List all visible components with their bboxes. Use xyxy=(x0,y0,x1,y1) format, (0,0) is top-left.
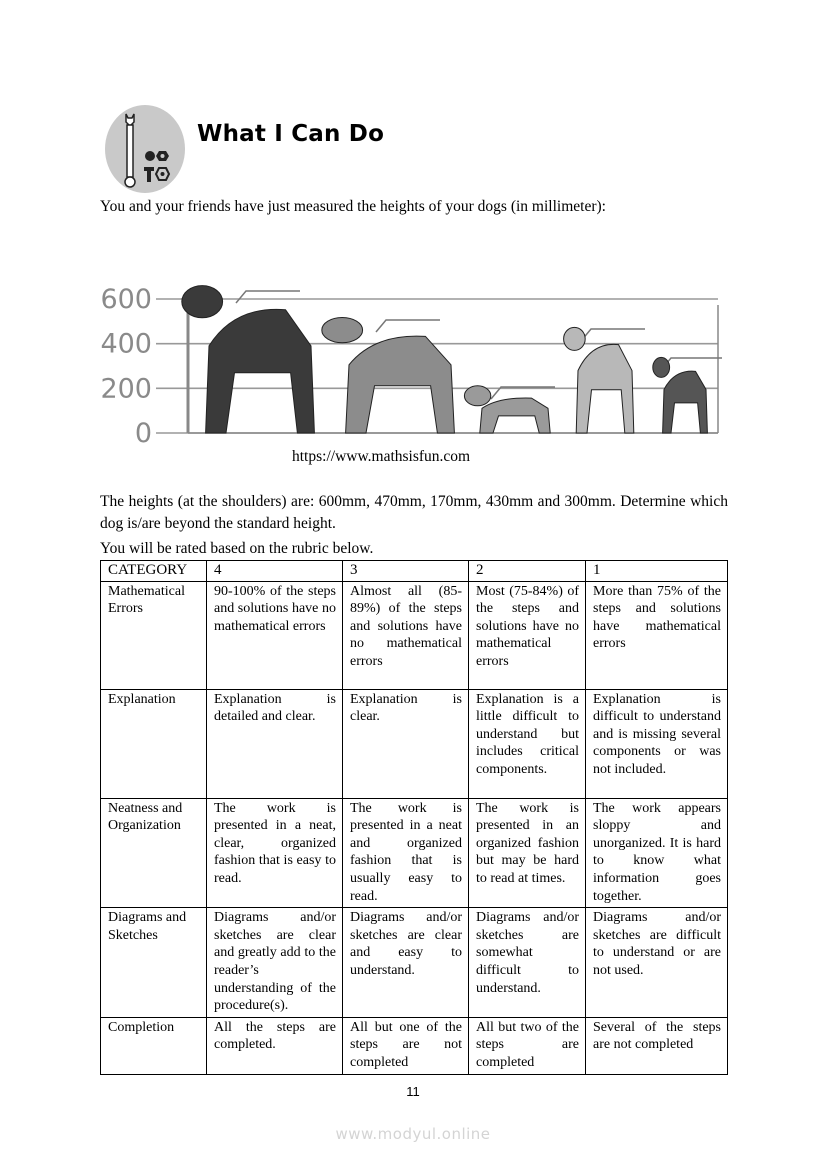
rubric-cell: Explanation is a little difficult to understand but includes critical components. xyxy=(469,689,586,798)
y-tick-label: 0 xyxy=(134,418,152,445)
rubric-table xyxy=(100,560,728,1075)
rubric-cell: 90-100% of the steps and solutions have no mathematical errors xyxy=(207,581,343,689)
table-row xyxy=(101,581,728,689)
y-tick-label: 200 xyxy=(100,373,152,405)
header-score-1: 1 xyxy=(586,561,728,582)
dog-5-head xyxy=(653,357,670,377)
rubric-cell: Explanation is detailed and clear. xyxy=(207,689,343,798)
table-row xyxy=(101,1017,728,1074)
dog-1-head xyxy=(182,286,223,318)
rubric-cell: Explanation is clear. xyxy=(343,689,469,798)
page-title: What I Can Do xyxy=(197,121,385,147)
dog-4-head xyxy=(564,327,586,350)
rubric-cell: Several of the steps are not completed xyxy=(586,1017,728,1074)
heights-text: The heights (at the shoulders) are: 600mm, 470mm, 170mm, 430mm and 300mm. Determine which dog is/are beyond the standard height. xyxy=(100,493,728,532)
rubric-cell: The work is presented in a neat and organized fashion that is usually easy to read. xyxy=(343,798,469,908)
dog-height-chart xyxy=(100,235,722,445)
height-marker xyxy=(376,320,440,332)
header-score-4: 4 xyxy=(207,561,343,582)
dog-4 xyxy=(576,344,634,433)
dog-3-head xyxy=(464,386,490,406)
rubric-cell: All the steps are completed. xyxy=(207,1017,343,1074)
rubric-cell: Diagrams and/or sketches are difficult to understand or are not used. xyxy=(586,908,728,1018)
rubric-cell: The work is presented in a neat, clear, organized fashion that is easy to read. xyxy=(207,798,343,908)
rubric-header-row xyxy=(101,561,728,582)
category-cell: Neatness and Organization xyxy=(101,798,207,908)
height-marker xyxy=(661,358,722,370)
rubric-cell: The work appears sloppy and unorganized. It is hard to know what information goes together. xyxy=(586,798,728,908)
image-caption: https://www.mathsisfun.com xyxy=(292,448,471,465)
header-score-2: 2 xyxy=(469,561,586,582)
rubric-cell: Diagrams and/or sketches are somewhat difficult to understand. xyxy=(469,908,586,1018)
category-cell: Mathematical Errors xyxy=(101,581,207,689)
header-category: CATEGORY xyxy=(101,561,207,582)
rubric-cell: The work is presented in an organized fashion but may be hard to read at times. xyxy=(469,798,586,908)
y-tick-label: 600 xyxy=(100,284,152,315)
y-tick-label: 400 xyxy=(100,328,152,360)
rubric-cell: Most (75-84%) of the steps and solutions have no mathematical errors xyxy=(469,581,586,689)
watermark: www.modyul.online xyxy=(335,1125,491,1143)
rubric-cell: More than 75% of the steps and solutions have mathematical errors xyxy=(586,581,728,689)
table-row xyxy=(101,689,728,798)
table-row xyxy=(101,798,728,908)
rubric-cell: Explanation is difficult to understand and is missing several components or was not included. xyxy=(586,689,728,798)
rubric-cell: All but one of the steps are not completed xyxy=(343,1017,469,1074)
rubric-cell: Diagrams and/or sketches are clear and easy to understand. xyxy=(343,908,469,1018)
category-cell: Completion xyxy=(101,1017,207,1074)
category-cell: Explanation xyxy=(101,689,207,798)
rubric-intro: You will be rated based on the rubric below. xyxy=(100,540,374,557)
dog-5 xyxy=(663,371,708,433)
dog-1 xyxy=(206,309,315,433)
rubric-cell: Almost all (85-89%) of the steps and solutions have no mathematical errors xyxy=(343,581,469,689)
intro-text: You and your friends have just measured the heights of your dogs (in millimeter): xyxy=(100,198,606,215)
rubric-cell: Diagrams and/or sketches are clear and greatly add to the reader’s understanding of the procedure(s). xyxy=(207,908,343,1018)
tools-icon xyxy=(104,104,186,194)
height-marker xyxy=(581,329,645,341)
header-score-3: 3 xyxy=(343,561,469,582)
table-row xyxy=(101,908,728,1018)
dog-2-head xyxy=(322,318,363,343)
category-cell: Diagrams and Sketches xyxy=(101,908,207,1018)
dog-3 xyxy=(480,398,550,433)
height-marker xyxy=(236,291,300,303)
dog-2 xyxy=(346,336,455,433)
rubric-cell: All but two of the steps are completed xyxy=(469,1017,586,1074)
page-number: 11 xyxy=(406,1084,420,1099)
